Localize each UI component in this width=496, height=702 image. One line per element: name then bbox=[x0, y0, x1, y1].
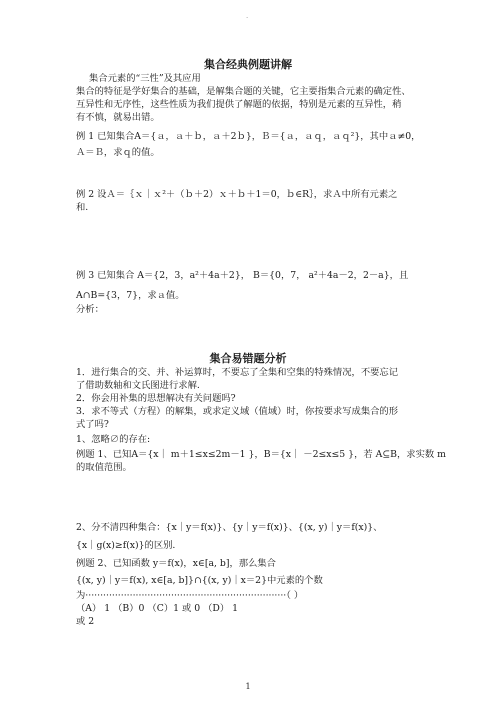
page-number: 1 bbox=[245, 682, 251, 691]
example-1-line-1: 例 1 已知集合A＝{ａ，ａ＋ｂ，ａ＋2ｂ}，Ｂ＝{ａ，ａｑ，ａｑ²}，其中ａ≠0， bbox=[76, 131, 421, 142]
example-3-analysis: 分析： bbox=[76, 304, 104, 315]
answer-options-wrap: 或 2 bbox=[76, 616, 95, 627]
intro-heading: 集合元素的“三性”及其应用 bbox=[89, 73, 201, 84]
header-mark: · bbox=[246, 14, 249, 22]
section-2-line-2: {x｜g(x)≥f(x)}的区别. bbox=[76, 540, 176, 551]
section-1-heading: 1、忽略∅的存在: bbox=[76, 434, 151, 445]
title-errors: 集合易错题分析 bbox=[209, 352, 287, 365]
point-1b: 了借助数轴和文氏图进行求解. bbox=[76, 380, 200, 391]
section-2-example-line-1: 例题 2、已知函数 y＝f(x)，x∈[a, b]，那么集合 bbox=[76, 558, 276, 569]
example-2-line-1: 例 2 设Ａ＝｛ｘ｜ｘ²＋（ｂ＋2）ｘ＋ｂ＋1＝0，ｂ∈R｝，求Ａ中所有元素之 bbox=[76, 189, 398, 200]
section-1-example-line-2: 的取值范围。 bbox=[76, 462, 132, 473]
intro-line-1: 集合的特征是学好集合的基础，是解集合题的关键，它主要指集合元素的确定性、 bbox=[76, 86, 411, 97]
section-2-example-line-2: {(x, y)｜y＝f(x), x∈[a, b]}∩{(x, y)｜x＝2}中元素的个数 bbox=[76, 575, 323, 586]
intro-line-2: 互异性和无序性，这些性质为我们提供了解题的依据，特别是元素的互异性，稍 bbox=[76, 99, 402, 110]
example-1-line-2: Ａ＝Ｂ，求ｑ的值。 bbox=[76, 147, 160, 158]
section-2-example-line-3: 为····································································（ ） bbox=[76, 590, 304, 601]
point-2: 2．你会用补集的思想解决有关问题吗? bbox=[76, 393, 236, 404]
section-2-line-1: 2、分不清四种集合：{x｜y＝f(x)}、{y｜y＝f(x)}、{(x, y)｜y＝f(x)}、 bbox=[76, 522, 383, 533]
point-3b: 式了吗? bbox=[76, 419, 109, 430]
example-3-line-2: A∩B={3，7}，求ａ值。 bbox=[76, 290, 185, 301]
example-3-line-1: 例 3 已知集合 A＝{2，3，a²＋4a＋2}， B＝{0，7， a²＋4a－2，2－a}，且 bbox=[76, 270, 409, 281]
point-3a: 3．求不等式（方程）的解集，或求定义域（值域）时，你按要求写成集合的形 bbox=[76, 406, 399, 417]
intro-line-3: 有不慎，就易出错。 bbox=[76, 112, 160, 123]
section-1-example-line-1: 例题 1、已知A＝{x｜ m＋1≤x≤2m－1 }，B＝{x｜ －2≤x≤5 }，若 A⊆B，求实数 m bbox=[76, 449, 446, 460]
answer-options: （A） 1 （B）0 （C）1 或 0 （D） 1 bbox=[76, 603, 239, 614]
example-2-line-2: 和. bbox=[76, 202, 89, 213]
title-main: 集合经典例题讲解 bbox=[204, 58, 292, 71]
point-1a: 1．进行集合的交、并、补运算时，不要忘了全集和空集的特殊情况，不要忘记 bbox=[76, 367, 399, 378]
